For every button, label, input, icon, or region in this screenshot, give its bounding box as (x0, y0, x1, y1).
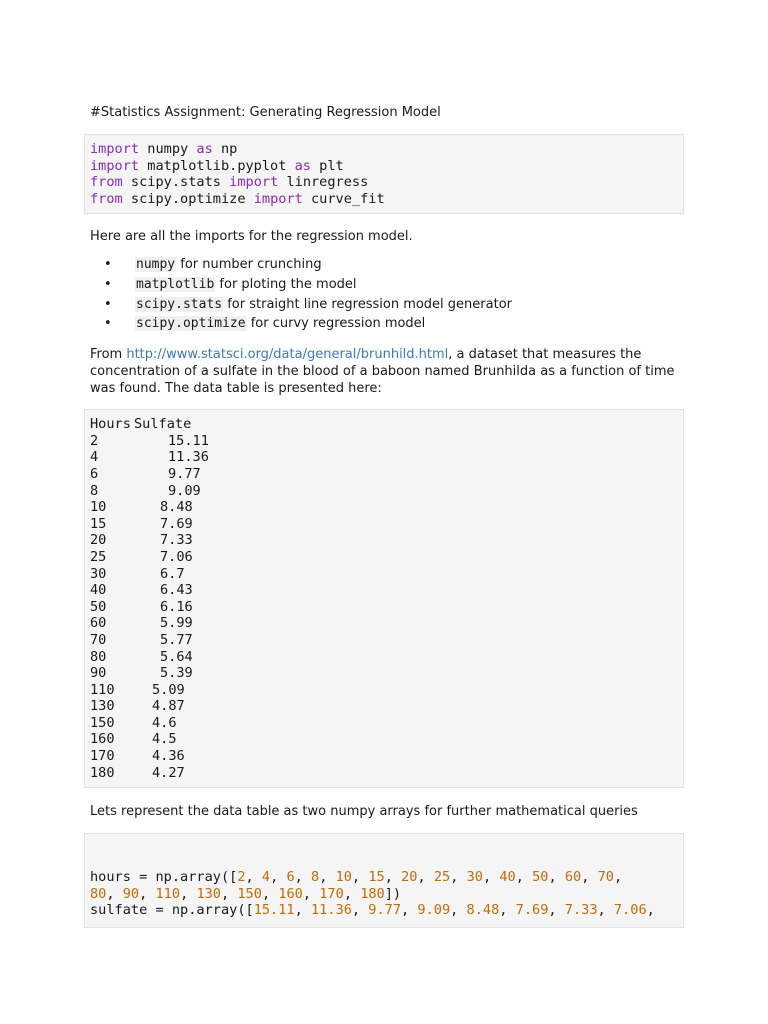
table-cell-hours: 25 (90, 548, 107, 565)
table-cell-hours: 70 (90, 631, 107, 648)
code-token: , (319, 869, 336, 886)
code-token: , (581, 869, 598, 886)
code-line (90, 158, 678, 175)
number-literal: 6 (286, 869, 295, 886)
table-row (90, 698, 678, 715)
code-token: sulfate = np.array([ (90, 902, 254, 919)
arrays-code-cell[interactable] (84, 833, 684, 928)
code-token: , (646, 902, 655, 919)
column-header: Hours (90, 416, 131, 433)
table-row (90, 731, 678, 748)
code-token: , (351, 902, 369, 919)
table-cell-hours: 6 (90, 465, 99, 482)
table-row (90, 483, 678, 500)
number-literal: 150 (237, 885, 262, 902)
table-header (90, 416, 678, 433)
list-item-text: for number crunching (176, 257, 322, 273)
table-cell-sulfate: 4.27 (152, 764, 185, 781)
code-token: matplotlib.pyplot (139, 157, 295, 174)
number-literal: 8.48 (466, 902, 500, 919)
list-item (90, 255, 684, 275)
code-token: , (294, 902, 311, 919)
table-row (90, 566, 678, 583)
table-row (90, 549, 678, 566)
table-cell-sulfate: 8.48 (160, 499, 193, 516)
code-token: plt (310, 157, 344, 174)
number-literal: 2 (237, 869, 246, 886)
keyword: as (196, 141, 213, 157)
table-cell-sulfate: 5.99 (160, 615, 193, 632)
code-token: , (180, 885, 197, 902)
table-cell-sulfate: 7.33 (160, 532, 193, 549)
code-line (90, 869, 678, 886)
table-cell-hours: 110 (90, 681, 115, 698)
table-cell-sulfate: 7.69 (160, 515, 193, 532)
number-literal: 7.06 (613, 902, 647, 919)
number-literal: 10 (335, 869, 352, 886)
number-literal: 170 (319, 885, 344, 902)
number-literal: 90 (122, 885, 140, 902)
table-cell-hours: 2 (90, 432, 99, 449)
table-cell-hours: 160 (90, 731, 115, 748)
code-token: , (515, 869, 533, 886)
imports-list (90, 255, 684, 334)
table-cell-sulfate: 6.7 (160, 565, 185, 582)
number-literal: 7.69 (515, 902, 549, 919)
table-row (90, 599, 678, 616)
number-literal: 7.33 (564, 902, 598, 919)
number-literal: 25 (433, 869, 451, 886)
imports-description: Here are all the imports for the regression model. (90, 229, 413, 245)
code-token: , (548, 902, 565, 919)
list-item-text: for straight line regression model generator (223, 296, 512, 312)
table-cell-hours: 90 (90, 665, 107, 682)
page-title: #Statistics Assignment: Generating Regression Model (90, 105, 441, 120)
table-cell-hours: 180 (90, 764, 115, 781)
number-literal: 110 (155, 885, 181, 902)
table-row (90, 615, 678, 632)
table-cell-hours: 170 (90, 748, 115, 765)
number-literal: 4 (261, 869, 271, 886)
table-row (90, 532, 678, 549)
list-item (90, 275, 684, 295)
number-literal: 20 (401, 869, 418, 886)
number-literal: 11.36 (310, 902, 352, 919)
dataset-prefix: From (90, 347, 127, 363)
table-cell-sulfate: 4.5 (152, 731, 177, 748)
table-cell-sulfate: 5.64 (160, 648, 193, 665)
code-token: , (613, 869, 631, 886)
code-token: , (401, 902, 418, 919)
table-cell-hours: 130 (90, 698, 115, 715)
keyword: import (90, 141, 140, 157)
arrays-description: Lets represent the data table as two numpy arrays for further mathematical queries (90, 804, 638, 820)
list-item (90, 295, 684, 315)
keyword: import (229, 174, 279, 191)
code-token: hours = np.array([ (90, 869, 238, 886)
code-token: , (302, 885, 320, 902)
inline-code: scipy.stats (136, 296, 223, 312)
number-literal: 80 (90, 885, 107, 902)
table-cell-sulfate: 6.16 (160, 598, 193, 615)
code-token: numpy (139, 141, 197, 157)
number-literal: 50 (532, 869, 549, 886)
number-literal: 70 (597, 869, 614, 886)
number-literal: 15 (368, 869, 385, 886)
code-line (90, 174, 678, 191)
table-cell-sulfate: 11.36 (168, 449, 209, 466)
code-token: scipy.optimize (122, 190, 254, 207)
keyword: from (90, 174, 123, 191)
code-token: , (261, 885, 279, 902)
table-cell-hours: 60 (90, 615, 107, 632)
table-cell-sulfate: 6.43 (160, 582, 193, 599)
code-token: , (221, 885, 238, 902)
table-row (90, 748, 678, 765)
table-cell-sulfate: 15.11 (168, 432, 209, 449)
dataset-suffix: , a dataset that measures the concentration of a sulfate in the blood of a baboon named Brunhilda as a function of time was found. The data table is presented here: (90, 347, 675, 397)
code-token: , (106, 885, 123, 902)
code-line (90, 886, 678, 903)
table-row (90, 466, 678, 483)
keyword: as (294, 157, 311, 174)
code-token: scipy.stats (122, 174, 230, 191)
code-token: , (270, 869, 287, 886)
table-row (90, 582, 678, 599)
table-cell-hours: 80 (90, 648, 107, 665)
keyword: import (90, 157, 140, 174)
table-cell-hours: 150 (90, 714, 115, 731)
code-token: , (384, 869, 402, 886)
data-table-cell[interactable] (84, 409, 684, 788)
number-literal: 9.09 (417, 902, 451, 919)
keyword: import (253, 190, 303, 207)
table-row (90, 449, 678, 466)
code-line (90, 141, 678, 158)
table-cell-hours: 10 (90, 499, 107, 516)
number-literal: 30 (466, 869, 483, 886)
code-token: , (417, 869, 434, 886)
table-cell-sulfate: 9.09 (168, 482, 201, 499)
notebook-content (90, 104, 684, 928)
keyword: from (90, 190, 123, 207)
number-literal: 60 (564, 869, 582, 886)
code-token: , (548, 869, 565, 886)
code-line (90, 902, 678, 919)
code-token: , (294, 869, 312, 886)
table-cell-sulfate: 4.6 (152, 714, 177, 731)
table-cell-sulfate: 9.77 (168, 465, 201, 482)
table-cell-sulfate: 5.77 (160, 631, 193, 648)
table-cell-sulfate: 5.39 (160, 665, 193, 682)
code-token: , (245, 869, 262, 886)
inline-code: matplotlib (136, 277, 215, 293)
table-row (90, 649, 678, 666)
code-line (90, 191, 678, 208)
table-cell-hours: 4 (90, 449, 99, 466)
number-literal: 130 (196, 885, 221, 902)
code-token: , (139, 885, 156, 902)
list-item-text: for ploting the model (215, 277, 357, 293)
list-item-text: for curvy regression model (246, 316, 426, 332)
table-cell-hours: 40 (90, 582, 107, 599)
number-literal: 180 (360, 885, 385, 902)
number-literal: 9.77 (368, 902, 402, 919)
table-row (90, 499, 678, 516)
dataset-description (90, 346, 684, 397)
dataset-link[interactable]: http://www.statsci.org/data/general/brunhild.html (126, 347, 449, 363)
inline-code: scipy.optimize (136, 316, 246, 332)
number-literal: 40 (499, 869, 516, 886)
code-token: curve_fit (302, 190, 385, 207)
code-token: , (351, 869, 369, 886)
imports-code-cell[interactable] (84, 134, 684, 214)
number-literal: 15.11 (253, 902, 295, 919)
inline-code: numpy (136, 257, 176, 273)
table-row (90, 433, 678, 450)
code-token: , (450, 869, 467, 886)
table-cell-sulfate: 5.09 (152, 681, 185, 698)
code-token: , (482, 869, 500, 886)
column-header: Sulfate (134, 416, 192, 433)
table-cell-hours: 15 (90, 515, 107, 532)
code-token: , (343, 885, 361, 902)
code-token: , (499, 902, 516, 919)
number-literal: 160 (278, 885, 303, 902)
code-token: , (450, 902, 467, 919)
table-cell-hours: 50 (90, 598, 107, 615)
code-token: np (212, 141, 238, 157)
table-row (90, 682, 678, 699)
table-cell-hours: 30 (90, 565, 107, 582)
list-item (90, 314, 684, 334)
table-row (90, 715, 678, 732)
code-token: , (597, 902, 614, 919)
table-cell-sulfate: 7.06 (160, 548, 193, 565)
table-cell-sulfate: 4.87 (152, 698, 185, 715)
table-row (90, 765, 678, 782)
table-cell-sulfate: 4.36 (152, 748, 185, 765)
number-literal: 8 (311, 869, 320, 886)
table-cell-hours: 20 (90, 532, 107, 549)
table-cell-hours: 8 (90, 482, 99, 499)
table-row (90, 632, 678, 649)
table-row (90, 665, 678, 682)
table-row (90, 516, 678, 533)
code-token: linregress (278, 174, 369, 191)
code-token: ]) (384, 885, 402, 902)
